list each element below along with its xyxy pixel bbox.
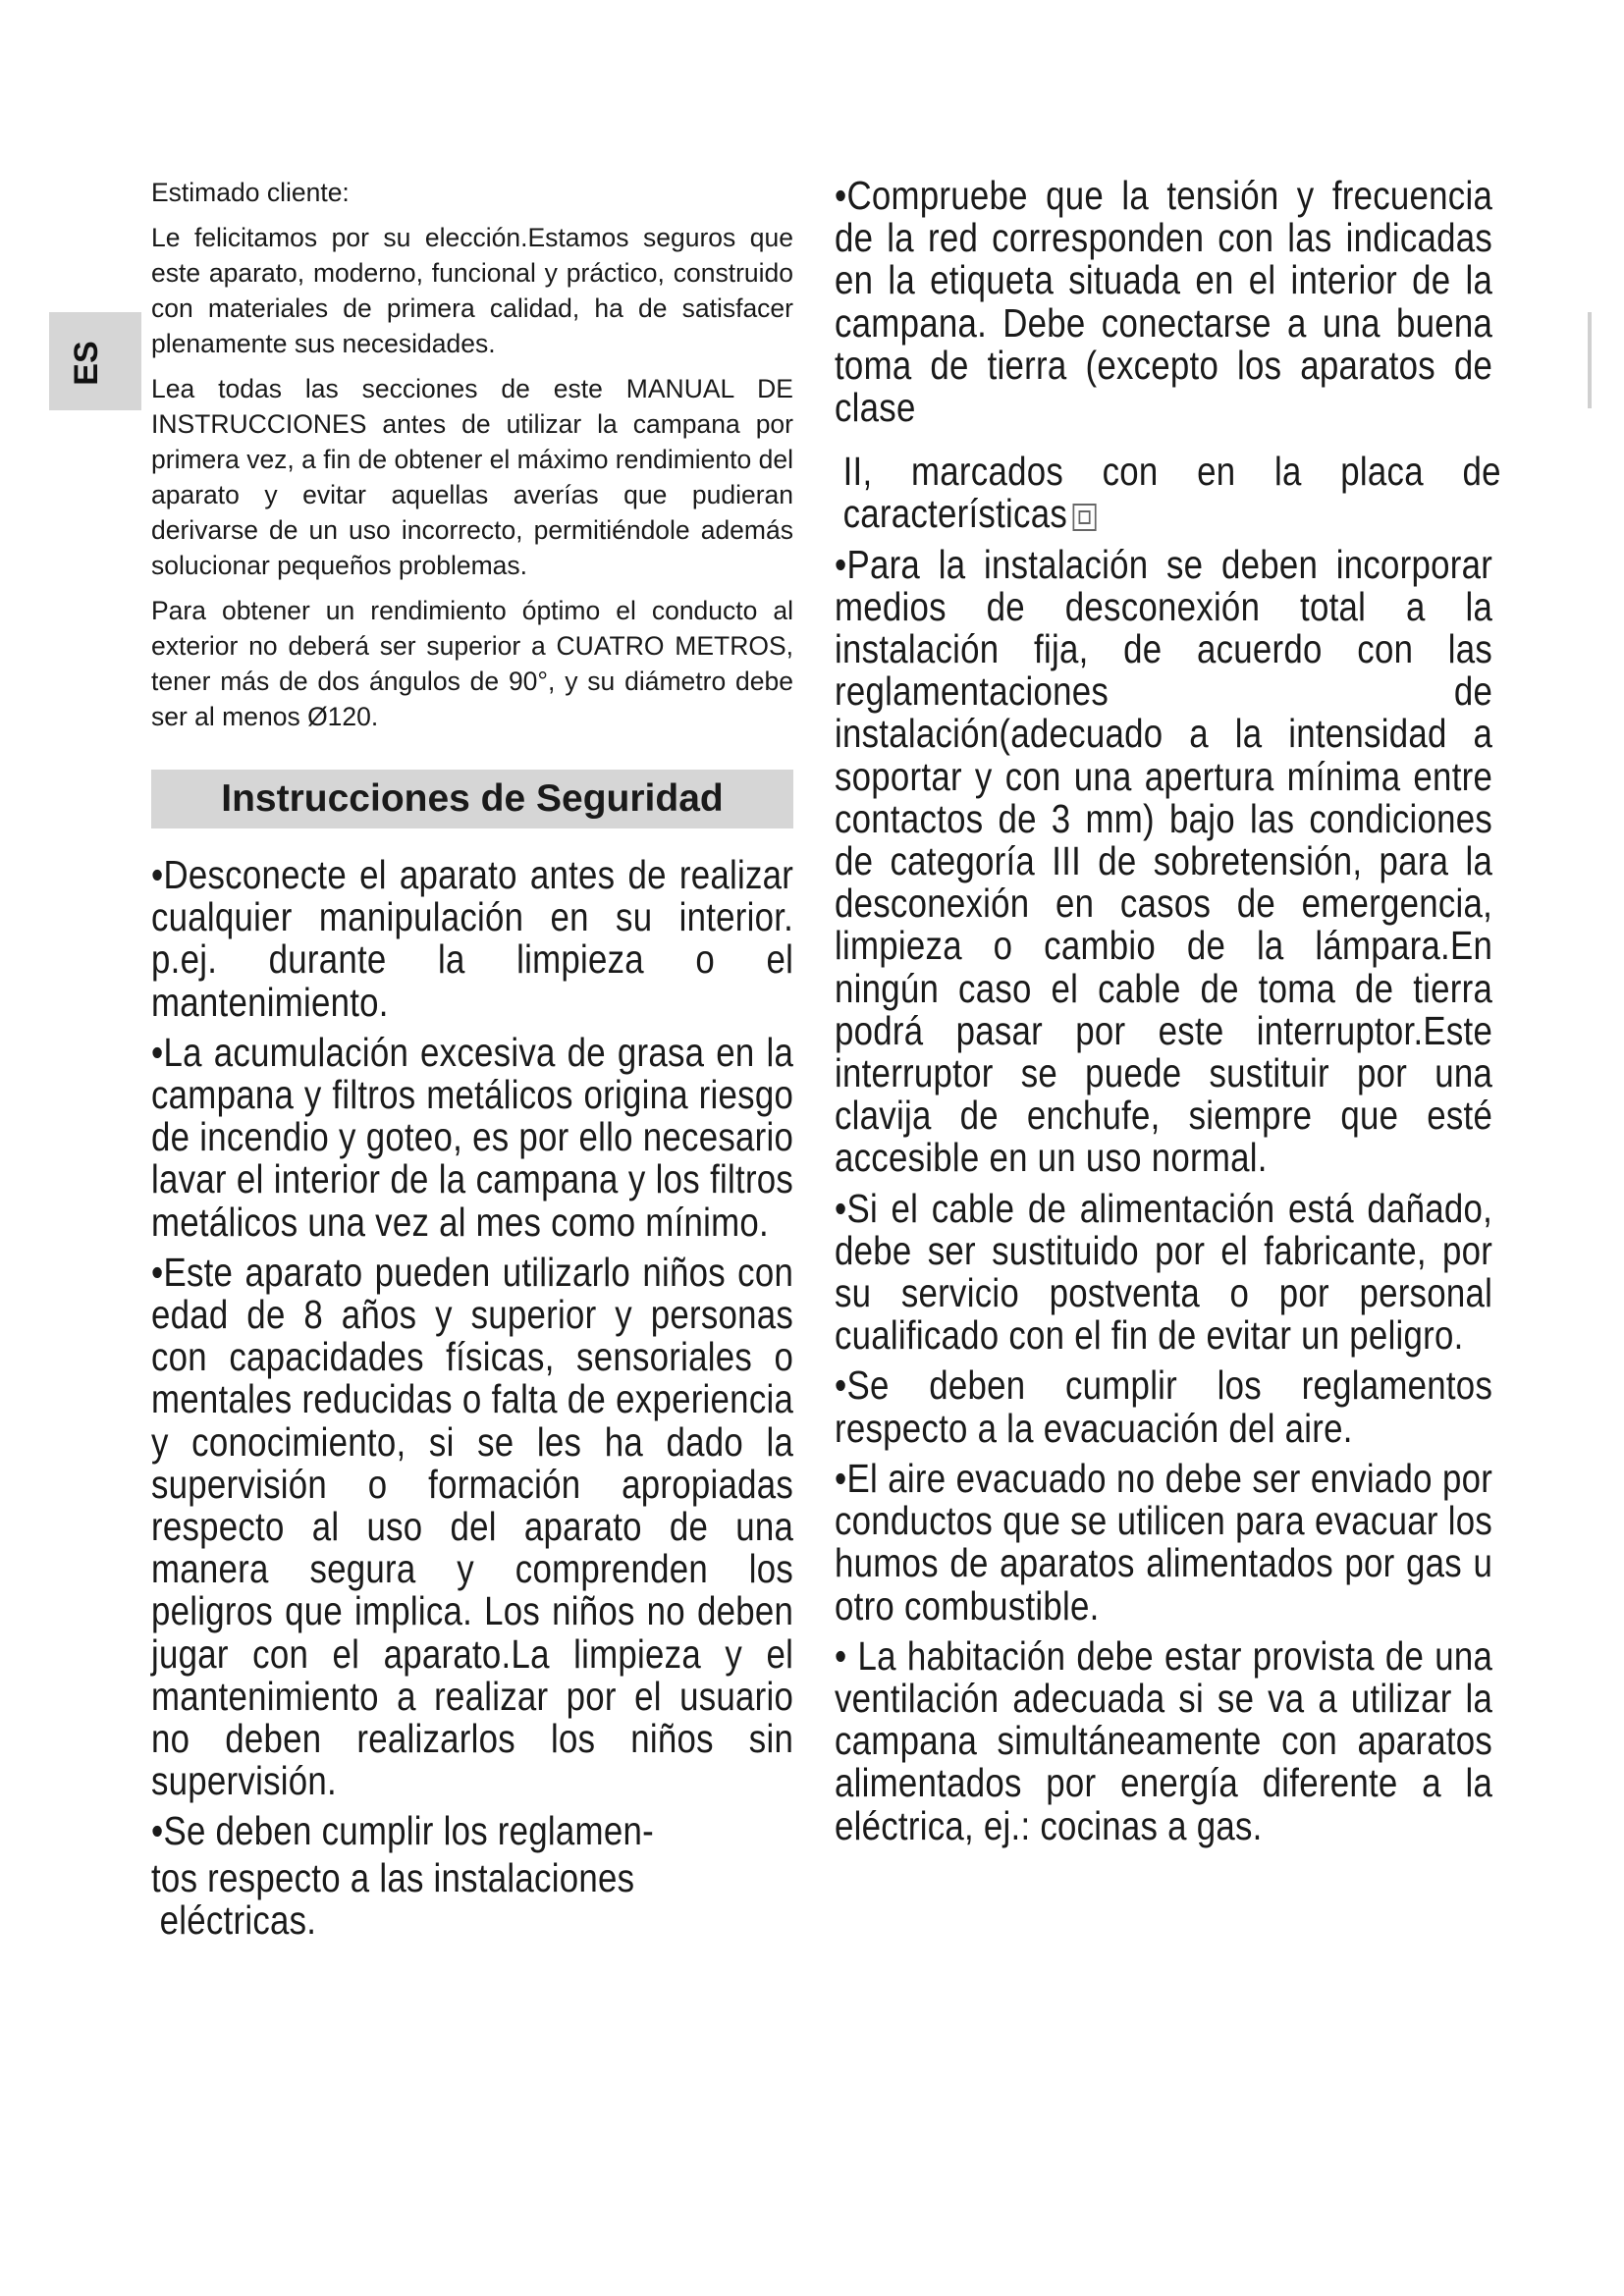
safety-item-continuation: tos respecto a las instalaciones — [151, 1854, 635, 1900]
intro-paragraph: Le felicitamos por su elección.Estamos seguros que este aparato, moderno, funcional y práctico, construido con materiales de primera calidad, ha de satisfacer plenamente sus necesidades. — [151, 223, 793, 358]
class-ii-text: II, marcados con en la placa de características — [842, 449, 1501, 537]
section-title: Instrucciones de Seguridad — [151, 770, 793, 828]
safety-item: • La habitación debe estar provista de una ventilación adecuada si se va a utilizar la campana simultáneamente con aparatos alimentados por energía diferente a la eléctrica, ej.: cocinas a gas. — [835, 1632, 1493, 1848]
safety-list-left — [151, 854, 793, 1942]
safety-item: •Desconecte el aparato antes de realizar cualquier manipulación en su interior. p.ej. durante la limpieza o el mantenimiento. — [151, 852, 794, 1025]
margin-rule — [1588, 312, 1592, 408]
greeting: Estimado cliente: — [151, 178, 350, 207]
safety-item: •El aire evacuado no debe ser enviado por conductos que se utilicen para evacuar los humos de aparatos alimentados por gas u otro combustible. — [835, 1455, 1493, 1629]
safety-item: •Para la instalación se deben incorporar medios de desconexión total a la instalación fija, de acuerdo con las reglamentaciones de instalación(adecuado a la intensidad a soportar y con una apertura mínima entre contactos de 3 mm) bajo las condiciones de categoría III de sobretensión, para la desconexión en casos de emergencia, limpieza o cambio de la lámpara.En ningún caso el cable de toma de tierra podrá pasar por este interruptor.Este interruptor se puede sustituir por una clavija de enchufe, siempre que esté accesible en un uso normal. — [835, 541, 1493, 1181]
right-column — [835, 173, 1501, 1848]
left-column — [151, 175, 793, 1942]
safety-item: •Este aparato pueden utilizarlo niños con edad de 8 años y superior y personas con capacidades físicas, sensoriales o mentales reducidas o falta de experiencia y conocimiento, si se les ha dado la supervisión o formación apropiadas respecto al uso del aparato de una manera segura y comprenden los peligros que implica. Los niños no deben jugar con el aparato.La limpieza y el mantenimiento a realizar por el usuario no deben realizarlos los niños sin supervisión. — [151, 1249, 794, 1804]
safety-list-right — [835, 173, 1501, 1848]
intro-paragraph: Lea todas las secciones de este MANUAL DE INSTRUCCIONES antes de utilizar la campana por primera vez, a fin de obtener el máximo rendimiento del aparato y evitar aquellas averías que pudieran derivarse de un uso incorrecto, permitiéndole además solucionar pequeños problemas. — [151, 374, 793, 580]
safety-item-continuation: eléctricas. — [159, 1896, 317, 1943]
safety-item: •La acumulación excesiva de grasa en la campana y filtros metálicos origina riesgo de incendio y goteo, es por ello necesario lavar el interior de la campana y los filtros metálicos una vez al mes como mínimo. — [151, 1029, 794, 1245]
safety-item: •Compruebe que la tensión y frecuencia de la red corresponden con las indicadas en la etiqueta situada en el interior de la campana. Debe conectarse a una buena toma de tierra (excepto los aparatos de clase — [835, 173, 1493, 431]
intro-paragraph: Para obtener un rendimiento óptimo el conducto al exterior no deberá ser superior a CUATRO METROS, tener más de dos ángulos de 90°, y su diámetro debe ser al menos Ø120. — [151, 596, 793, 731]
safety-item: •Si el cable de alimentación está dañado, debe ser sustituido por el fabricante, por su servicio postventa o por personal cualificado con el fin de evitar un peligro. — [835, 1185, 1493, 1359]
safety-item-continuation — [835, 451, 1501, 535]
safety-item: •Se deben cumplir los reglamen- — [151, 1808, 654, 1854]
safety-item: •Se deben cumplir los reglamentos respecto a la evacuación del aire. — [835, 1362, 1493, 1451]
language-tab-label: ES — [68, 341, 105, 386]
double-square-icon — [1072, 504, 1096, 531]
